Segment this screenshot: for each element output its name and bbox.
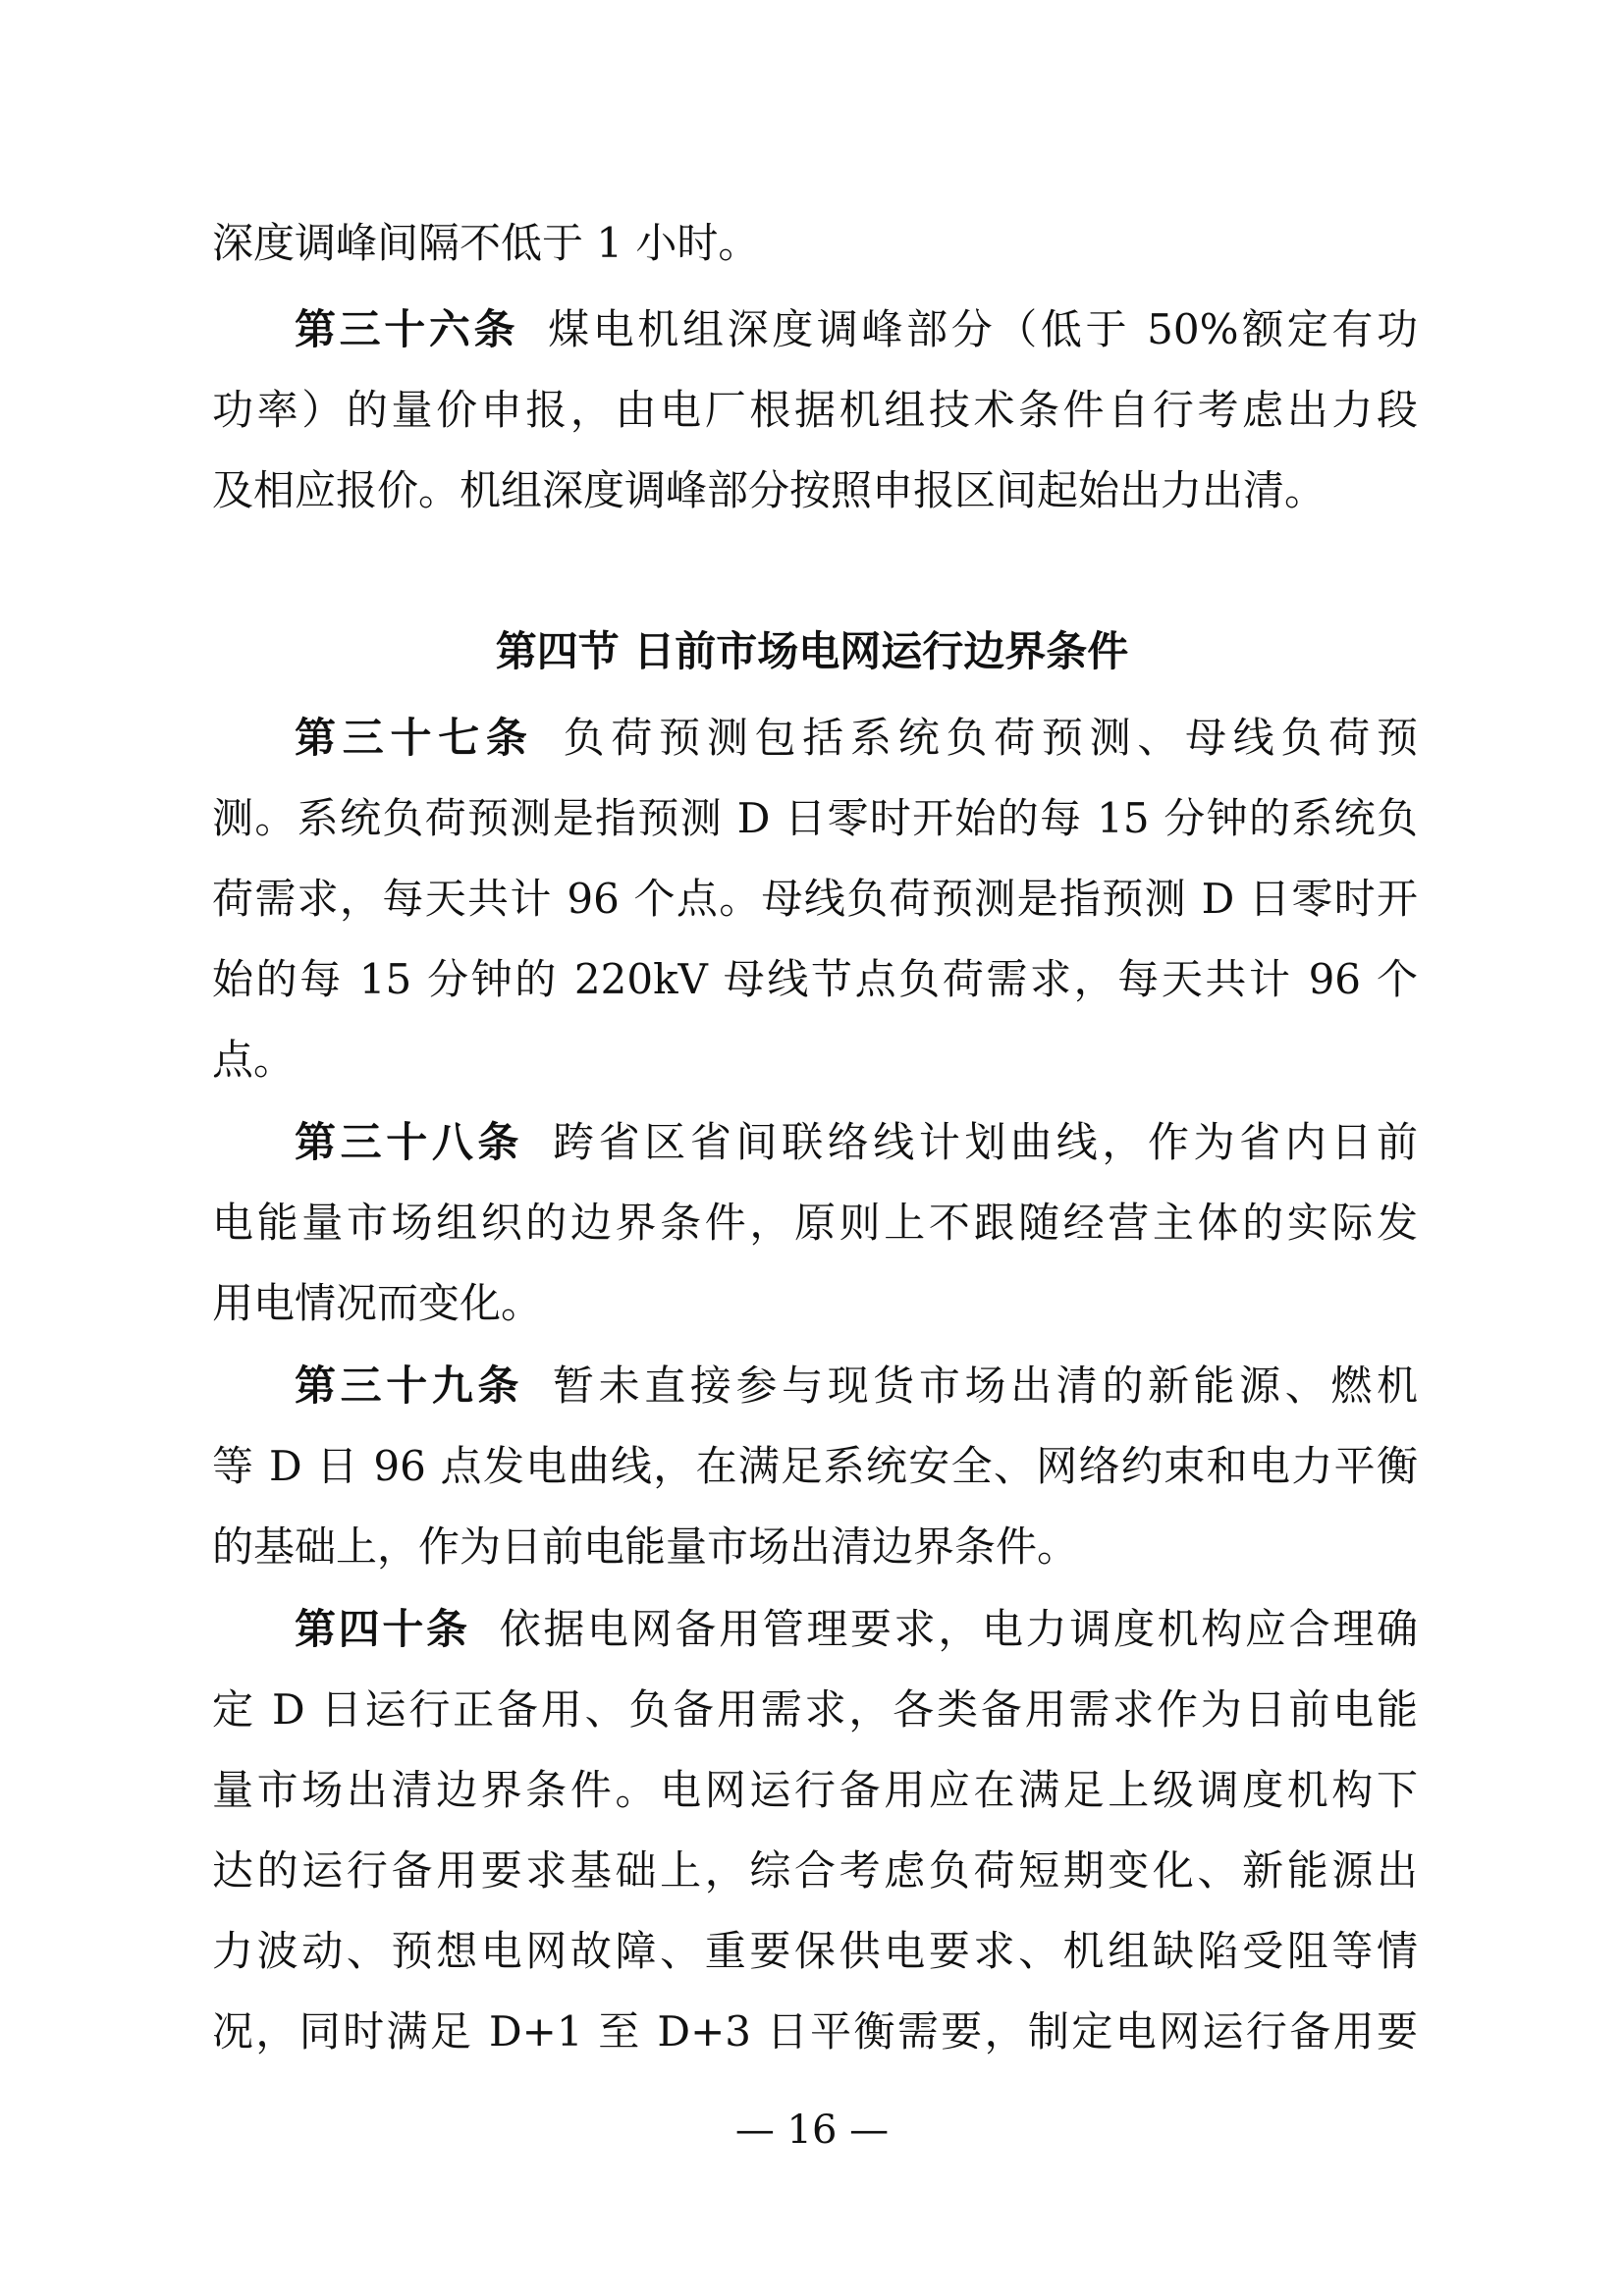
article-40-line: 定 D 日运行正备用、负备用需求，各类备用需求作为日前电能 [212, 1685, 1418, 1734]
article-36-first-line [295, 294, 1418, 365]
article-38-line: 用电情况而变化。 [212, 1279, 543, 1327]
article-40-text: 依据电网备用管理要求，电力调度机构应合理确 [499, 1605, 1418, 1653]
article-40-first-line [295, 1594, 1418, 1665]
article-39-line: 等 D 日 96 点发电曲线，在满足系统安全、网络约束和电力平衡 [212, 1442, 1418, 1490]
article-37-line: 始的每 15 分钟的 220kV 母线节点负荷需求，每天共计 96 个 [212, 955, 1418, 1003]
section-heading: 第四节 日前市场电网运行边界条件 [495, 627, 1129, 675]
article-37-line: 荷需求，每天共计 96 个点。母线负荷预测是指预测 D 日零时开 [212, 875, 1418, 923]
article-37-text: 负荷预测包括系统负荷预测、母线负荷预 [563, 714, 1418, 762]
article-38-line: 电能量市场组织的边界条件，原则上不跟随经营主体的实际发 [212, 1199, 1418, 1247]
article-40-line: 况，同时满足 D+1 至 D+3 日平衡需要，制定电网运行备用要 [212, 2007, 1418, 2056]
article-38-text: 跨省区省间联络线计划曲线，作为省内日前 [553, 1118, 1418, 1166]
article-37-label: 第三十七条 [295, 714, 534, 762]
article-36-text: 煤电机组深度调峰部分（低于 50%额定有功 [548, 305, 1418, 353]
continuation-line: 深度调峰间隔不低于 1 小时。 [212, 219, 760, 267]
article-36-label: 第三十六条 [295, 305, 519, 353]
article-36-line: 功率）的量价申报，由电厂根据机组技术条件自行考虑出力段 [212, 386, 1418, 434]
article-40-label: 第四十条 [295, 1605, 470, 1653]
article-39-label: 第三十九条 [295, 1362, 524, 1410]
article-40-line: 量市场出清边界条件。电网运行备用应在满足上级调度机构下 [212, 1766, 1418, 1814]
article-37-first-line [295, 703, 1418, 774]
article-38-label: 第三十八条 [295, 1118, 524, 1166]
article-37-line: 测。系统负荷预测是指预测 D 日零时开始的每 15 分钟的系统负 [212, 794, 1418, 842]
article-40-line: 力波动、预想电网故障、重要保供电要求、机组缺陷受阻等情 [212, 1927, 1418, 1975]
page-number: — 16 — [734, 2108, 890, 2153]
article-39-line: 的基础上，作为日前电能量市场出清边界条件。 [212, 1522, 1079, 1571]
article-38-first-line [295, 1107, 1418, 1178]
article-37-line: 点。 [212, 1036, 296, 1084]
article-39-first-line [295, 1351, 1418, 1421]
article-36-line: 及相应报价。机组深度调峰部分按照申报区间起始出力出清。 [212, 466, 1326, 514]
article-39-text: 暂未直接参与现货市场出清的新能源、燃机 [553, 1362, 1418, 1410]
article-40-line: 达的运行备用要求基础上，综合考虑负荷短期变化、新能源出 [212, 1846, 1418, 1895]
